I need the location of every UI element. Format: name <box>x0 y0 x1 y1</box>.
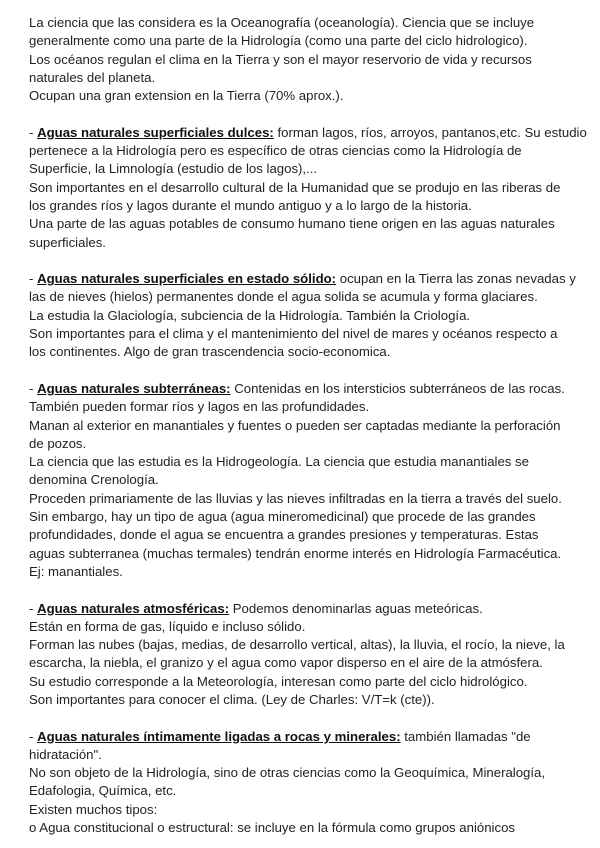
section-heading: Aguas naturales superficiales dulces: <box>37 124 274 140</box>
section-heading: Aguas naturales subterráneas: <box>37 380 231 396</box>
section-first-line <box>29 728 578 746</box>
section-first-line <box>29 380 578 398</box>
text-line: Son importantes para el clima y el mantenimiento del nivel de mares y océanos respecto a <box>29 326 558 342</box>
bullet: - <box>29 728 38 744</box>
text-line: Una parte de las aguas potables de consumo humano tiene origen en las aguas naturales <box>29 216 555 232</box>
paragraph-gap <box>29 709 578 727</box>
text-line: escarcha, la niebla, el granizo y el agua como vapor disperso en el aire de la atmósfera. <box>29 655 543 671</box>
section-heading: Aguas naturales superficiales en estado sólido: <box>37 271 337 287</box>
paragraph-gap <box>29 105 578 123</box>
text-line: Están en forma de gas, líquido e incluso sólido. <box>29 618 306 634</box>
section-first-line <box>29 124 587 142</box>
section-first-line <box>29 270 578 288</box>
text-line: No son objeto de la Hidrología, sino de otras ciencias como la Geoquímica, Mineralogía, <box>29 765 546 781</box>
text-line: Proceden primariamente de las lluvias y las nieves infiltradas en la tierra a través del suelo. <box>29 490 562 506</box>
text-line: También pueden formar ríos y lagos en las profundidades. <box>29 399 370 415</box>
text-line: Son importantes en el desarrollo cultural de la Humanidad que se produjo en las riberas de <box>29 179 561 195</box>
text-line: Existen muchos tipos: <box>29 801 158 817</box>
text-line: profundidades, donde el agua se encuentra a grandes presiones y temperaturas. Estas <box>29 527 539 543</box>
section-first-line-text: Podemos denominarlas aguas meteóricas. <box>229 600 483 616</box>
text-line: los grandes ríos y lagos durante el mundo antiguo y a lo largo de la historia. <box>29 197 472 213</box>
intro-paragraph <box>29 14 578 105</box>
section-superficiales-dulces <box>29 124 587 252</box>
bullet: - <box>29 600 38 616</box>
section-heading: Aguas naturales atmosféricas: <box>37 600 230 616</box>
text-line: Los océanos regulan el clima en la Tierra y son el mayor reservorio de vida y recursos <box>29 51 532 67</box>
text-line: generalmente como una parte de la Hidrología (como una parte del ciclo hidrologico). <box>29 33 528 49</box>
text-line: o Agua constitucional o estructural: se incluye en la fórmula como grupos aniónicos <box>29 820 516 836</box>
text-line: aguas subterranea (muchas termales) tendrán enorme interés en Hidrología Farmacéutica. <box>29 545 562 561</box>
section-atmosfericas <box>29 600 578 710</box>
text-line: de pozos. <box>29 435 87 451</box>
section-first-line-text: también llamadas "de <box>400 728 531 744</box>
text-line: los continentes. Algo de gran trascendencia socio-economica. <box>29 344 391 360</box>
text-line: Edafologia, Química, etc. <box>29 783 177 799</box>
bullet: - <box>29 271 38 287</box>
text-line: Son importantes para conocer el clima. (Ley de Charles: V/T=k (cte)). <box>29 691 435 707</box>
text-line: naturales del planeta. <box>29 69 156 85</box>
text-line: Su estudio corresponde a la Meteorología, interesan como parte del ciclo hidrológico. <box>29 673 528 689</box>
text-line: superficiales. <box>29 234 106 250</box>
text-line: hidratación". <box>29 746 102 762</box>
text-line: Forman las nubes (bajas, medias, de desarrollo vertical, altas), la lluvia, el rocío, la nieve, la <box>29 637 565 653</box>
paragraph-gap <box>29 362 578 380</box>
text-line: pertenece a la Hidrología pero es específico de otras ciencias como la Hidrología de <box>29 143 522 159</box>
text-line: La ciencia que las estudia es la Hidrogeología. La ciencia que estudia manantiales se <box>29 454 529 470</box>
section-first-line-text: forman lagos, ríos, arroyos, pantanos,etc. Su estudio <box>273 124 587 140</box>
text-line: La ciencia que las considera es la Oceanografía (oceanología). Ciencia que se incluye <box>29 15 535 30</box>
section-estado-solido <box>29 270 578 361</box>
text-line: Manan al exterior en manantiales y fuentes o pueden ser captadas mediante la perforación <box>29 417 561 433</box>
text-line: denomina Crenología. <box>29 472 159 488</box>
section-first-line <box>29 600 578 618</box>
text-line: Superficie, la Limnología (estudio de los lagos),... <box>29 161 318 177</box>
text-line: Sin embargo, hay un tipo de agua (agua mineromedicinal) que procede de las grandes <box>29 509 536 525</box>
text-line: Ocupan una gran extension en la Tierra (70% aprox.). <box>29 88 344 104</box>
section-rocas-minerales <box>29 728 578 838</box>
bullet: - <box>29 380 38 396</box>
section-first-line-text: ocupan en la Tierra las zonas nevadas y <box>336 271 576 287</box>
text-line: las de nieves (hielos) permanentes donde el agua solida se acumula y forma glaciares. <box>29 289 538 305</box>
section-first-line-text: Contenidas en los intersticios subterráneos de las rocas. <box>230 380 565 396</box>
text-line: Ej: manantiales. <box>29 563 123 579</box>
text-line: La estudia la Glaciología, subciencia de la Hidrología. También la Criología. <box>29 307 471 323</box>
bullet: - <box>29 124 38 140</box>
paragraph-gap <box>29 252 578 270</box>
section-heading: Aguas naturales íntimamente ligadas a rocas y minerales: <box>37 728 401 744</box>
section-subterraneas <box>29 380 578 581</box>
paragraph-gap <box>29 581 578 599</box>
